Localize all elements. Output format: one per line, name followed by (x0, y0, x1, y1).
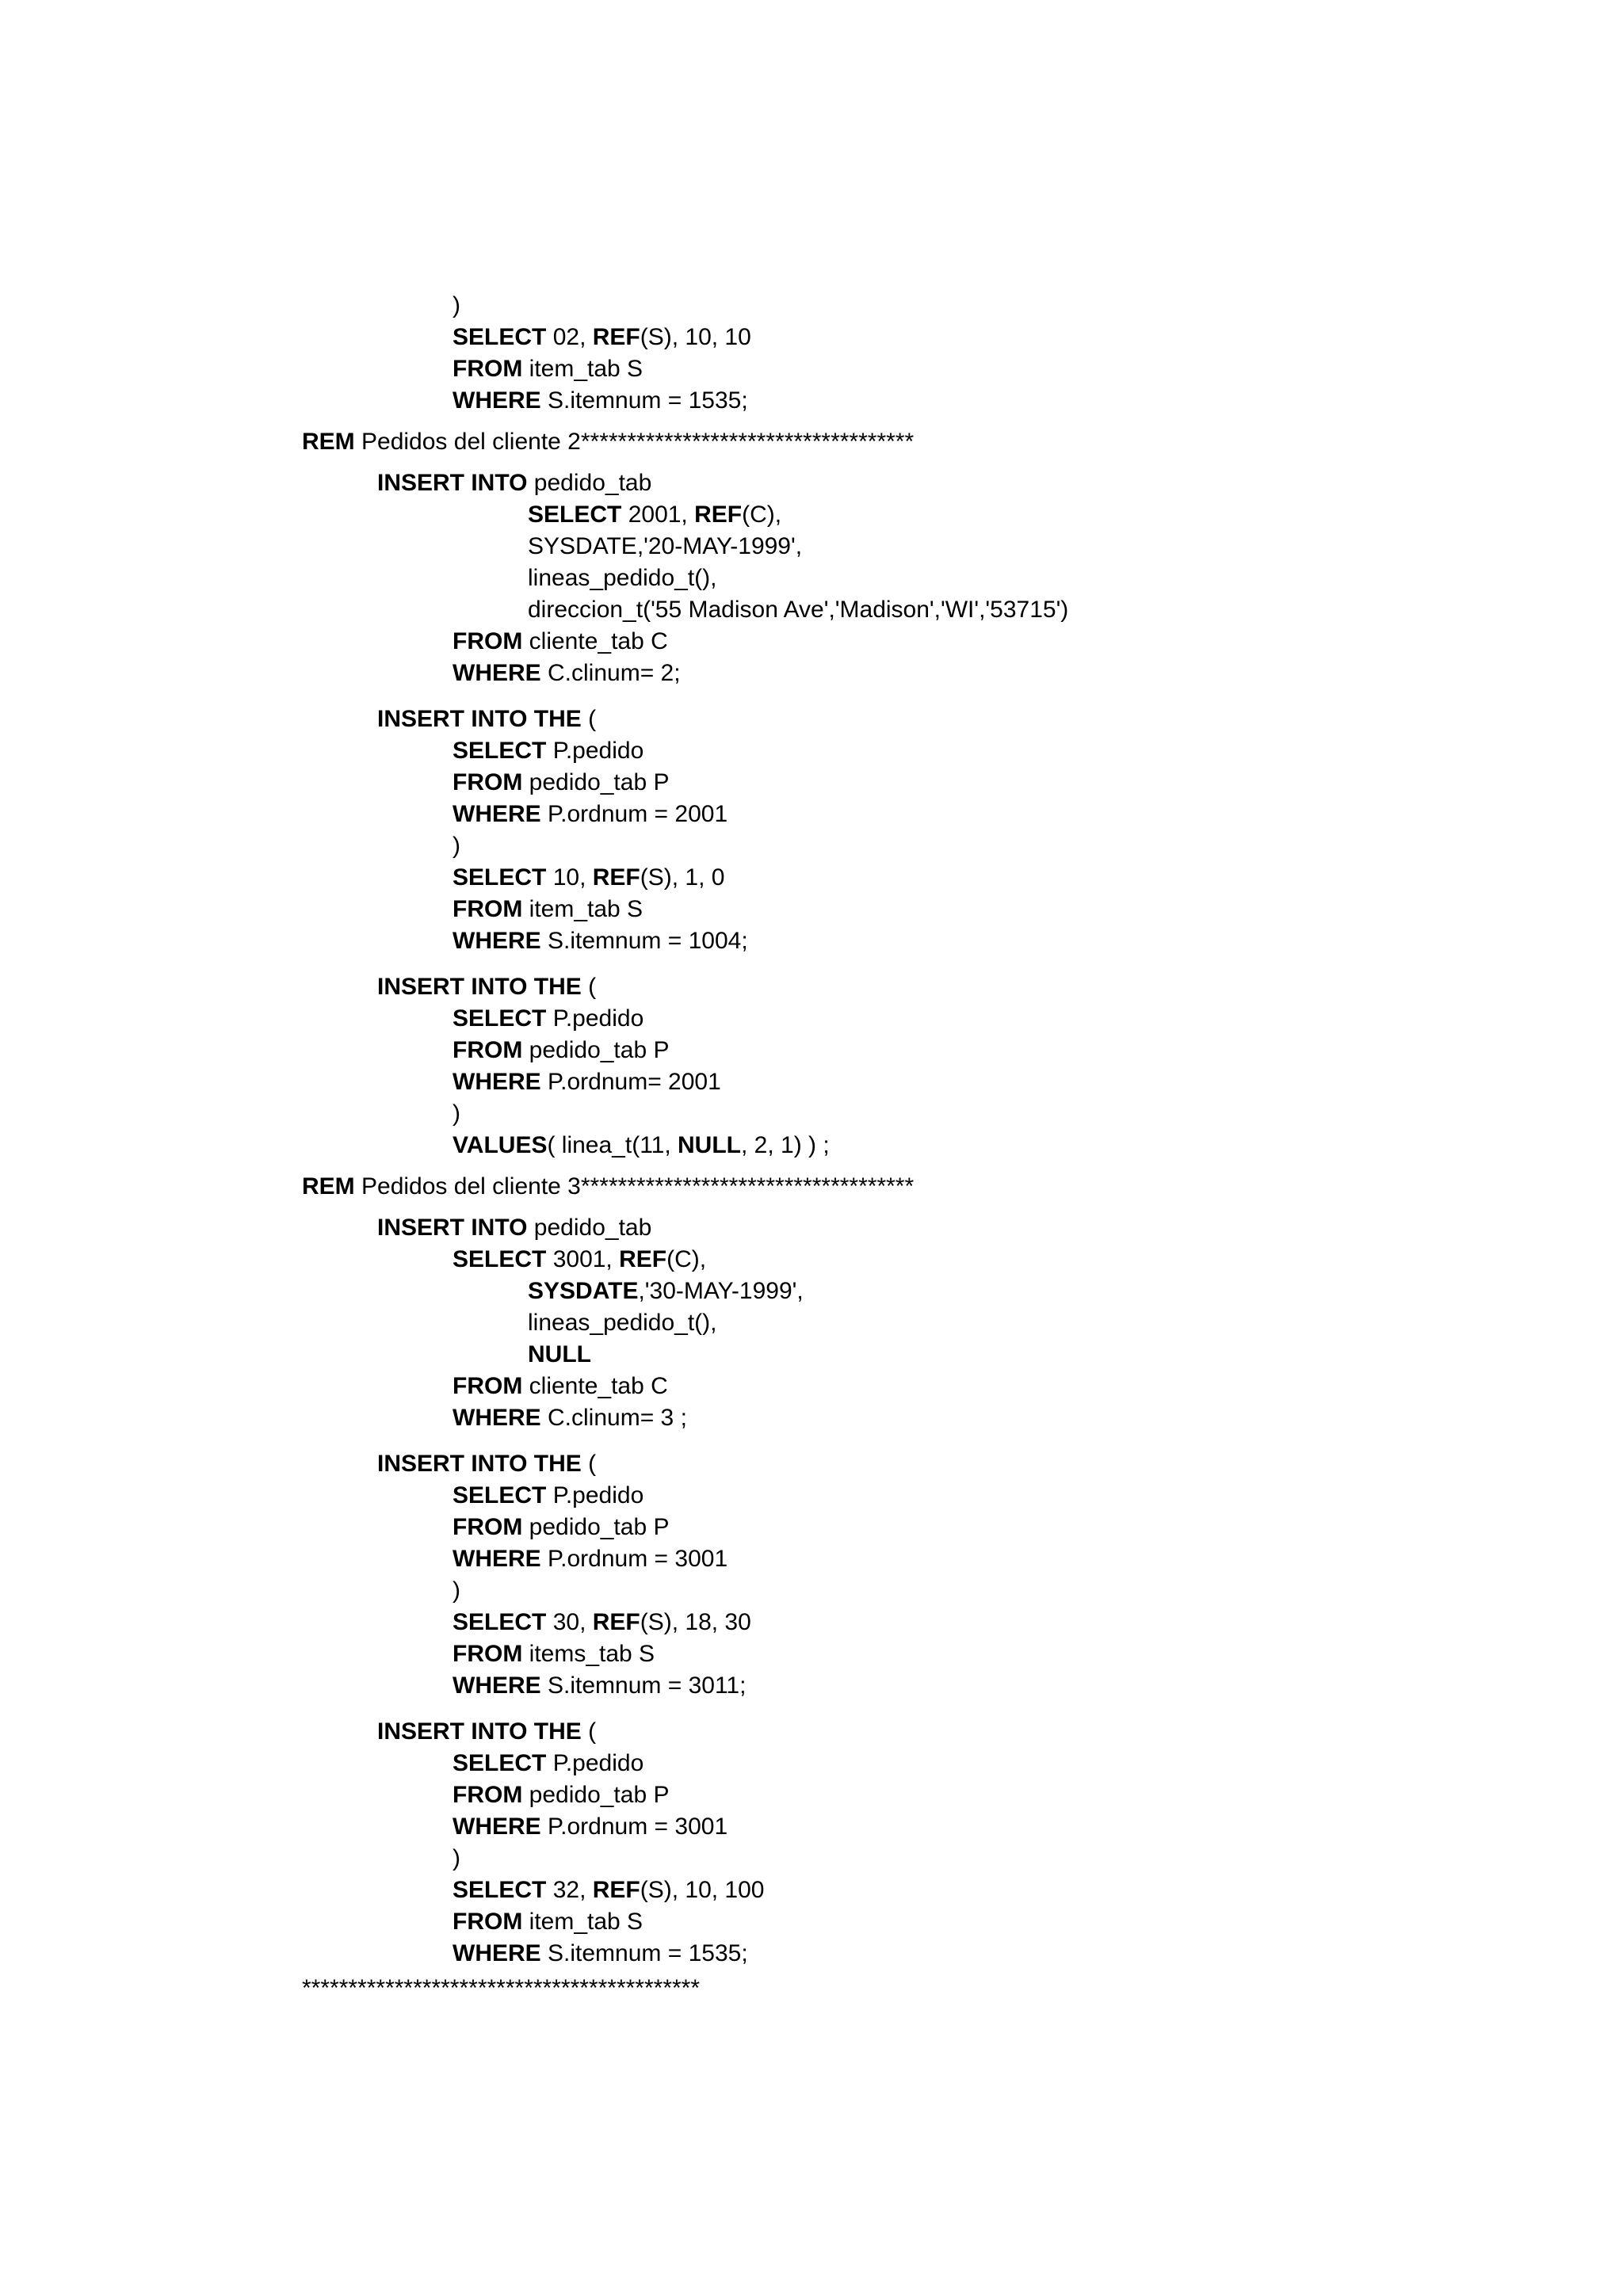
code-line (453, 925, 748, 957)
sql-keyword: VALUES (453, 1132, 548, 1158)
code-text: item_tab S (522, 356, 643, 382)
code-line (453, 1003, 643, 1035)
code-line (528, 594, 1068, 626)
sql-keyword: SYSDATE (528, 1278, 639, 1304)
sql-keyword: WHERE (453, 387, 541, 414)
code-text: (S), 1, 0 (640, 864, 725, 891)
code-text: ( (581, 1718, 597, 1745)
code-line (453, 322, 751, 353)
code-line (453, 353, 643, 385)
code-line (453, 1575, 460, 1607)
code-line (453, 385, 748, 417)
sql-keyword: SELECT (453, 1482, 547, 1508)
sql-keyword: NULL (678, 1132, 741, 1158)
code-line (377, 467, 651, 499)
sql-keyword: NULL (528, 1341, 591, 1367)
code-line (453, 1938, 748, 1970)
code-text: cliente_tab C (522, 628, 668, 654)
code-line (528, 531, 802, 563)
sql-keyword: SELECT (453, 1246, 547, 1272)
code-line (453, 1811, 727, 1843)
sql-keyword: FROM (453, 1782, 523, 1808)
code-text: ******************************************* (302, 1975, 701, 2001)
code-text: pedido_tab (527, 470, 652, 496)
code-text: pedido_tab (527, 1215, 652, 1241)
code-line (453, 1098, 460, 1130)
code-line (453, 290, 460, 322)
code-text: pedido_tab P (522, 1514, 670, 1540)
code-line (453, 862, 724, 894)
code-text: ( (581, 1451, 597, 1477)
code-text: 3001, (546, 1246, 620, 1272)
code-text: P.pedido (546, 738, 644, 764)
code-text: cliente_tab C (522, 1373, 668, 1399)
sql-keyword: SELECT (453, 738, 547, 764)
code-text: 10, (546, 864, 593, 891)
code-line (302, 1171, 914, 1203)
code-line (528, 1339, 591, 1371)
sql-keyword: REF (592, 324, 640, 350)
code-line (528, 563, 717, 594)
code-line (302, 426, 914, 458)
sql-keyword: WHERE (453, 1405, 541, 1431)
code-text: ) (453, 1100, 460, 1127)
code-line (453, 1543, 727, 1575)
code-text: 2001, (621, 502, 695, 528)
code-line (453, 1607, 751, 1638)
code-text: , 2, 1) ) ; (740, 1132, 830, 1158)
code-line (453, 1875, 765, 1906)
code-text: ,'30-MAY-1999', (638, 1278, 804, 1304)
code-text: ( linea_t(11, (547, 1132, 678, 1158)
code-text: (C), (666, 1246, 707, 1272)
code-text: ) (453, 1845, 460, 1871)
code-line (453, 1402, 687, 1434)
sql-keyword: WHERE (453, 1546, 541, 1572)
sql-keyword: FROM (453, 356, 523, 382)
code-text: S.itemnum = 3011; (540, 1672, 747, 1699)
code-text: ( (581, 706, 597, 732)
code-text: P.pedido (546, 1750, 644, 1776)
sql-keyword: WHERE (453, 1069, 541, 1095)
code-text: ) (453, 1577, 460, 1604)
code-line (528, 1276, 804, 1307)
code-text: P.ordnum = 2001 (540, 801, 728, 827)
code-text: ) (453, 833, 460, 859)
sql-keyword: INSERT INTO THE (377, 1718, 582, 1745)
code-text: SYSDATE,'20-MAY-1999', (528, 533, 803, 559)
code-line (453, 1779, 669, 1811)
code-text: lineas_pedido_t(), (528, 565, 717, 591)
sql-keyword: SELECT (453, 1877, 547, 1903)
sql-keyword: FROM (453, 896, 523, 922)
code-line (453, 658, 681, 689)
code-line (377, 1448, 596, 1480)
code-text: Pedidos del cliente 3************************************ (354, 1173, 915, 1199)
code-line (453, 1480, 643, 1512)
sql-keyword: INSERT INTO THE (377, 1451, 582, 1477)
sql-keyword: SELECT (453, 1609, 547, 1635)
code-text: item_tab S (522, 896, 643, 922)
code-line (453, 1670, 746, 1702)
code-text: items_tab S (522, 1641, 655, 1667)
code-line (377, 971, 596, 1003)
code-line (528, 499, 781, 531)
sql-keyword: SELECT (453, 1005, 547, 1032)
sql-keyword: FROM (453, 769, 523, 795)
code-text: 02, (546, 324, 593, 350)
code-text: (S), 10, 10 (640, 324, 751, 350)
code-line (377, 1212, 651, 1244)
code-text: P.pedido (546, 1005, 644, 1032)
code-text: item_tab S (522, 1909, 643, 1935)
code-text: P.pedido (546, 1482, 644, 1508)
code-line (453, 735, 643, 767)
code-text: S.itemnum = 1535; (540, 387, 748, 414)
sql-keyword: FROM (453, 1373, 523, 1399)
sql-keyword: SELECT (453, 324, 547, 350)
sql-keyword: WHERE (453, 1672, 541, 1699)
sql-keyword: SELECT (528, 502, 622, 528)
code-text: (S), 18, 30 (640, 1609, 751, 1635)
sql-keyword: REF (592, 1877, 640, 1903)
code-line (453, 830, 460, 862)
sql-keyword: WHERE (453, 801, 541, 827)
sql-keyword: WHERE (453, 928, 541, 954)
sql-keyword: WHERE (453, 660, 541, 686)
code-text: (S), 10, 100 (640, 1877, 765, 1903)
code-text: S.itemnum = 1004; (540, 928, 748, 954)
sql-keyword: REM (302, 429, 355, 455)
code-text: C.clinum= 2; (540, 660, 681, 686)
code-line (302, 1973, 700, 2004)
code-line (528, 1307, 717, 1339)
sql-keyword: FROM (453, 628, 523, 654)
sql-keyword: INSERT INTO (377, 470, 528, 496)
code-text: lineas_pedido_t(), (528, 1310, 717, 1336)
code-text: P.ordnum = 3001 (540, 1814, 728, 1840)
code-text: C.clinum= 3 ; (540, 1405, 687, 1431)
code-text: direccion_t('55 Madison Ave','Madison','WI','53715') (528, 597, 1069, 623)
code-line (377, 704, 596, 735)
sql-keyword: REM (302, 1173, 355, 1199)
code-text: (C), (742, 502, 782, 528)
code-line (377, 1716, 596, 1748)
code-text: P.ordnum = 3001 (540, 1546, 728, 1572)
code-line (453, 1130, 830, 1161)
code-text: pedido_tab P (522, 1037, 670, 1063)
code-line (453, 1066, 721, 1098)
code-line (453, 1748, 643, 1779)
sql-keyword: SELECT (453, 1750, 547, 1776)
code-line (453, 767, 669, 799)
code-line (453, 1371, 668, 1402)
code-text: 32, (546, 1877, 593, 1903)
sql-keyword: FROM (453, 1037, 523, 1063)
sql-keyword: FROM (453, 1909, 523, 1935)
code-text: P.ordnum= 2001 (540, 1069, 721, 1095)
code-line (453, 1906, 643, 1938)
code-line (453, 1244, 706, 1276)
sql-keyword: FROM (453, 1514, 523, 1540)
sql-keyword: INSERT INTO THE (377, 706, 582, 732)
code-line (453, 626, 668, 658)
sql-keyword: FROM (453, 1641, 523, 1667)
code-text: ( (581, 974, 597, 1000)
code-text: ) (453, 292, 460, 318)
code-text: Pedidos del cliente 2************************************ (354, 429, 915, 455)
code-text: 30, (546, 1609, 593, 1635)
sql-keyword: SELECT (453, 864, 547, 891)
sql-keyword: REF (694, 502, 743, 528)
sql-keyword: REF (592, 1609, 640, 1635)
code-line (453, 799, 727, 830)
code-line (453, 1843, 460, 1875)
code-line (453, 1035, 669, 1066)
code-text: pedido_tab P (522, 769, 670, 795)
code-line (453, 1638, 655, 1670)
code-text: pedido_tab P (522, 1782, 670, 1808)
code-line (453, 894, 643, 925)
sql-keyword: WHERE (453, 1940, 541, 1966)
sql-keyword: INSERT INTO (377, 1215, 528, 1241)
code-line (453, 1512, 669, 1543)
sql-keyword: WHERE (453, 1814, 541, 1840)
sql-keyword: INSERT INTO THE (377, 974, 582, 1000)
sql-keyword: REF (619, 1246, 667, 1272)
sql-keyword: REF (592, 864, 640, 891)
code-text: S.itemnum = 1535; (540, 1940, 748, 1966)
